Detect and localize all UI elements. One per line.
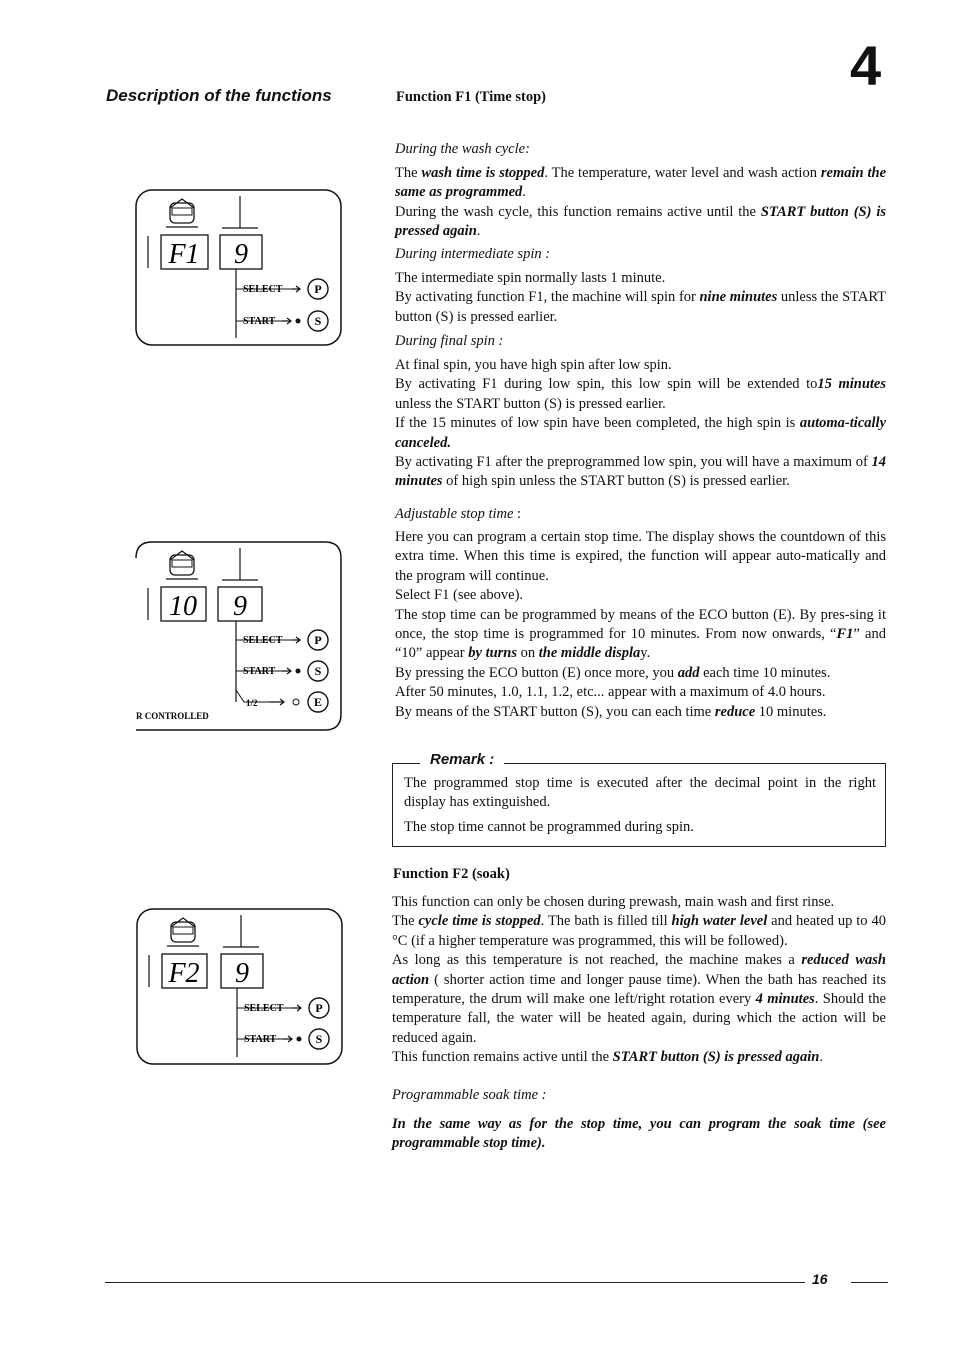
adjustable-heading: Adjustable stop time : bbox=[395, 506, 522, 522]
intermediate-spin-p2: By activating function F1, the machine will spin for nine minutes unless the START button (S) is pressed earlier. bbox=[395, 289, 886, 325]
f2-p3: As long as this temperature is not reached, the machine makes a reduced wash action ( shorter action time and longer pause time). When the bath has reached its temperature, the drum will make one left/right rotation every 4 minutes. Should the temperature fall, the water will be heated again, during which the action will be reduced again. bbox=[392, 952, 886, 1046]
adjustable-p1: Here you can program a certain stop time. The display shows the countdown of this extra time. When this time is expired, the function will appear auto-matically and the program will continue. bbox=[395, 529, 886, 584]
adjustable-text bbox=[395, 528, 886, 722]
f2-p4: This function remains active until the START button (S) is pressed again. bbox=[392, 1049, 823, 1066]
control-panel-adjustable bbox=[134, 540, 344, 741]
remark-p1: The programmed stop time is executed after the decimal point in the right display has extinguished. bbox=[404, 775, 876, 811]
display-left-value: F2 bbox=[168, 958, 200, 989]
select-label: SELECT bbox=[243, 635, 283, 646]
chapter-number: 4 bbox=[850, 34, 882, 97]
wash-cycle-text bbox=[395, 164, 886, 242]
final-spin-heading: During final spin : bbox=[395, 333, 504, 349]
final-spin-p1: At final spin, you have high spin after low spin. bbox=[395, 357, 672, 373]
final-spin-p4: By activating F1 after the preprogrammed low spin, you will have a maximum of 14 minutes of high spin unless the START button (S) is pressed earlier. bbox=[395, 454, 886, 490]
thermometer-icon bbox=[166, 551, 198, 579]
f2-text bbox=[392, 893, 886, 1068]
f2-title: Function F2 (soak) bbox=[393, 866, 510, 882]
final-spin-p2: By activating F1 during low spin, this low spin will be extended to15 minutes unless the START button (S) is pressed earlier. bbox=[395, 376, 887, 412]
f1-title: Function F1 (Time stop) bbox=[396, 89, 546, 105]
wash-cycle-heading: During the wash cycle: bbox=[395, 141, 530, 157]
start-label: START bbox=[243, 666, 276, 677]
select-label: SELECT bbox=[244, 1003, 284, 1014]
start-label: START bbox=[244, 1034, 277, 1045]
thermometer-icon bbox=[166, 199, 198, 227]
control-panel-f2 bbox=[135, 907, 345, 1072]
wash-cycle-p1: The wash time is stopped. The temperature, water level and wash action remain the same as programmed. bbox=[395, 165, 887, 201]
adjustable-p4: By pressing the ECO button (E) once more, you add each time 10 minutes. bbox=[395, 664, 831, 681]
display-right-value: 9 bbox=[235, 958, 249, 989]
final-spin-p3: If the 15 minutes of low spin have been completed, the high spin is automa-tically canceled. bbox=[395, 415, 886, 451]
display-right-value: 9 bbox=[233, 591, 247, 622]
footer-rule-left bbox=[105, 1282, 805, 1283]
s-button-label: S bbox=[314, 664, 322, 678]
display-left-value: 10 bbox=[169, 591, 197, 622]
section-title: Description of the functions bbox=[106, 86, 332, 105]
wash-cycle-p2: During the wash cycle, this function remains active until the START button (S) is pressed again. bbox=[395, 203, 887, 240]
half-label: 1/2 bbox=[246, 698, 258, 708]
adjustable-p3: The stop time can be programmed by means of the ECO button (E). By pres-sing it once, the stop time is programmed for 10 minutes. From now onwards, “F1” and “10” appear by turns on the middle display. bbox=[395, 606, 886, 662]
p-button-label: P bbox=[315, 1001, 323, 1015]
s-button-label: S bbox=[314, 314, 322, 328]
f2-p2: The cycle time is stopped. The bath is filled till high water level and heated up to 40 °C (if a higher temperature was programmed, this will be followed). bbox=[392, 913, 886, 949]
intermediate-spin-p1: The intermediate spin normally lasts 1 minute. bbox=[395, 270, 666, 286]
f2-p1: This function can only be chosen during prewash, main wash and first rinse. bbox=[392, 894, 835, 910]
intermediate-spin-text bbox=[395, 269, 886, 327]
soak-heading: Programmable soak time : bbox=[392, 1087, 547, 1103]
thermometer-icon bbox=[167, 918, 199, 946]
s-button-label: S bbox=[315, 1032, 323, 1046]
start-label: START bbox=[243, 316, 276, 327]
display-right-value: 9 bbox=[234, 239, 248, 270]
panel-footer-label: R CONTROLLED bbox=[136, 711, 209, 721]
display-left-value: F1 bbox=[168, 239, 200, 270]
e-button-label: E bbox=[313, 695, 323, 709]
final-spin-text bbox=[395, 356, 886, 492]
intermediate-spin-heading: During intermediate spin : bbox=[395, 246, 551, 262]
adjustable-p5: After 50 minutes, 1.0, 1.1, 1.2, etc... appear with a maximum of 4.0 hours. bbox=[395, 684, 826, 701]
control-panel-f1 bbox=[134, 188, 344, 353]
p-button-label: P bbox=[314, 282, 322, 296]
select-label: SELECT bbox=[243, 284, 283, 295]
p-button-label: P bbox=[314, 633, 322, 647]
soak-p: In the same way as for the stop time, you can program the soak time (see programmable stop time). bbox=[392, 1116, 886, 1152]
adjustable-p2: Select F1 (see above). bbox=[395, 587, 524, 604]
remark-text bbox=[404, 774, 876, 837]
adjustable-p6: By means of the START button (S), you can each time reduce 10 minutes. bbox=[395, 703, 827, 720]
remark-label: Remark : bbox=[420, 751, 504, 768]
footer-rule-right bbox=[851, 1282, 888, 1283]
page-number: 16 bbox=[812, 1271, 828, 1287]
remark-p2: The stop time cannot be programmed during spin. bbox=[404, 818, 694, 835]
soak-text bbox=[392, 1115, 886, 1154]
